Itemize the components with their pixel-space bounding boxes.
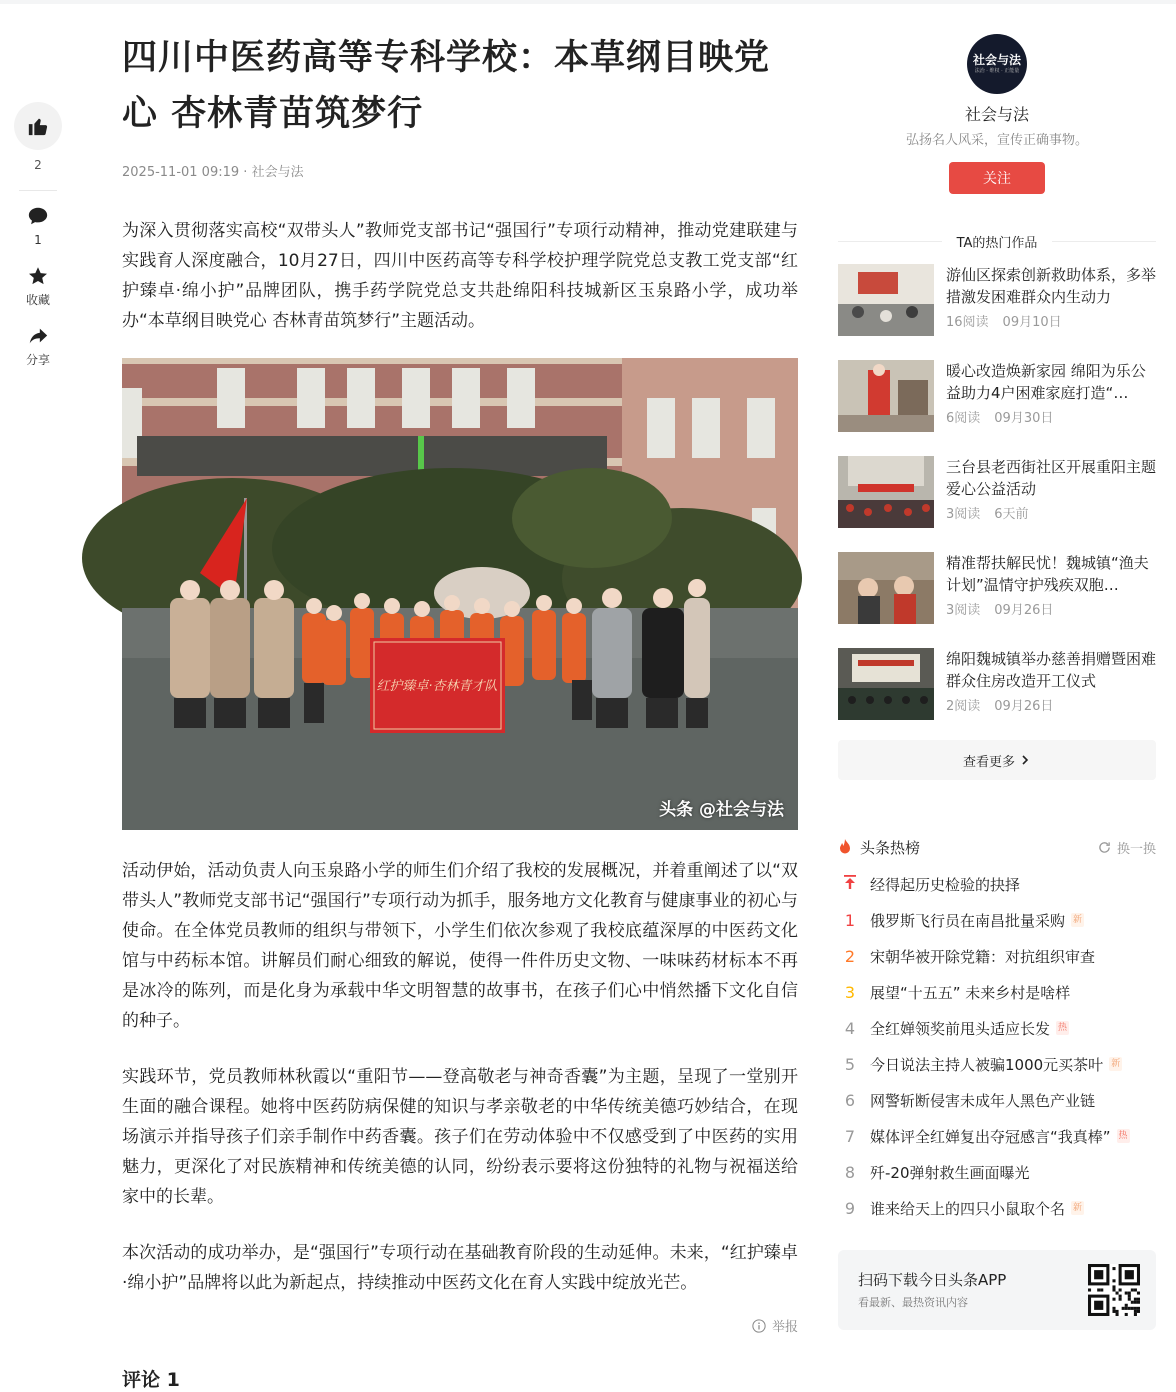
top-strip — [0, 0, 1176, 4]
work-date: 09月10日 — [1002, 315, 1062, 330]
work-reads: 6阅读 — [946, 411, 981, 426]
thumbs-up-icon — [27, 115, 49, 137]
work-reads: 2阅读 — [946, 699, 981, 714]
work-meta — [946, 506, 1156, 524]
hot-board-rank: 9 — [844, 1198, 856, 1218]
comment-button[interactable] — [27, 205, 49, 247]
article-paragraph: 活动伊始，活动负责人向玉泉路小学的师生们介绍了我校的发展概况，并着重阐述了以“双带头人”教师党支部书记“强国行”专项行动为抓手，服务地方文化教育与健康事业的初心与使命。在全体党员教师的组织与带领下，小学生们依次参观了我校底蕴深厚的中医药文化馆与中药标本馆。讲解员们耐心细致的解说，使得一件件历史文物、一味味药材标本不再是冰冷的陈列，而是化身为承载中华文明智慧的故事书，在孩子们心中悄然播下文化自信的种子。 — [122, 861, 798, 1031]
work-meta — [946, 698, 1156, 716]
photo-watermark: 头条 @社会与法 — [659, 800, 784, 820]
avatar-subtext: 法治 · 维权 · 正能量 — [974, 68, 1020, 74]
hot-board-item[interactable] — [838, 1118, 1156, 1154]
hot-board-item-text: 展望“十五五” 未来乡村是啥样 — [870, 983, 1071, 1002]
article-source[interactable]: 社会与法 — [251, 165, 304, 180]
work-title: 游仙区探索创新救助体系，多举措激发困难群众内生动力 — [946, 266, 1157, 306]
new-badge: 新 — [1073, 915, 1083, 925]
avatar-text: 社会与法 — [972, 53, 1021, 67]
follow-button[interactable]: 关注 — [949, 162, 1045, 194]
article-title: 四川中医药高等专科学校：本草纲目映党心 杏林青苗筑梦行 — [122, 38, 771, 134]
hot-works-heading — [838, 232, 1156, 250]
work-reads: 3阅读 — [946, 603, 981, 618]
work-date: 09月26日 — [994, 603, 1054, 618]
work-date: 6天前 — [994, 507, 1029, 522]
share-button[interactable] — [26, 325, 50, 367]
qr-code-icon — [1088, 1264, 1140, 1316]
info-icon — [752, 1319, 766, 1333]
work-thumbnail — [838, 456, 934, 528]
hot-board-rank: 8 — [844, 1162, 856, 1182]
pin-top-icon — [838, 874, 862, 894]
chevron-right-icon — [1019, 754, 1031, 766]
flame-icon — [838, 839, 852, 855]
article-paragraph: 实践环节，党员教师林秋霞以“重阳节——登高敬老与神奇香囊”为主题，呈现了一堂别开生面的融合课程。她将中医药防病保健的知识与孝亲敬老的中华传统美德巧妙结合，在现场演示并指导孩子们亲手制作中药香囊。孩子们在劳动体验中不仅感受到了中医药的实用魅力，更深化了对民族精神和传统美德的认同，纷纷表示要将这份独特的礼物与祝福送给家中的长辈。 — [122, 1067, 798, 1207]
work-reads: 16阅读 — [946, 315, 989, 330]
author-name[interactable]: 社会与法 — [964, 105, 1029, 124]
author-card — [838, 34, 1156, 194]
hot-board-item-text: 媒体评全红婵复出夺冠感言“我真棒” — [870, 1127, 1111, 1146]
hot-board-rank: 5 — [844, 1054, 856, 1074]
avatar[interactable] — [967, 34, 1027, 94]
hot-board-item[interactable] — [838, 866, 1156, 902]
hot-board-item-text: 歼-20弹射救生画面曝光 — [870, 1163, 1030, 1182]
hot-board-item[interactable] — [838, 1082, 1156, 1118]
hot-work-item[interactable] — [838, 648, 1156, 720]
hot-board-item[interactable] — [838, 1190, 1156, 1226]
refresh-button[interactable] — [1098, 838, 1156, 857]
author-description: 弘扬名人风采，宣传正确事物。 — [905, 133, 1088, 148]
new-badge: 新 — [1073, 1203, 1083, 1213]
like-button[interactable] — [14, 102, 62, 150]
hot-work-item[interactable] — [838, 360, 1156, 432]
hot-board-list — [838, 866, 1156, 1226]
work-thumbnail — [838, 360, 934, 432]
share-label: 分享 — [25, 353, 50, 367]
hot-board-item-text: 谁来给天上的四只小鼠取个名 — [870, 1199, 1066, 1218]
work-title: 三台县老西街社区开展重阳主题爱心公益活动 — [946, 458, 1157, 498]
comment-icon — [27, 205, 49, 227]
hot-board-item[interactable] — [838, 1046, 1156, 1082]
comments-title: 评论 1 — [122, 1369, 180, 1391]
hot-board-item-text: 经得起历史检验的抉择 — [870, 875, 1021, 894]
work-title: 精准帮扶解民忧！魏城镇“渔夫计划”温情守护残疾双胞… — [946, 554, 1149, 594]
refresh-icon — [1098, 841, 1111, 854]
like-count: 2 — [34, 158, 42, 172]
hot-work-item[interactable] — [838, 264, 1156, 336]
star-icon — [27, 265, 49, 287]
work-reads: 3阅读 — [946, 507, 981, 522]
hot-board-item[interactable] — [838, 1154, 1156, 1190]
hot-works-title: TA的热门作品 — [956, 236, 1038, 251]
hot-board-item-text: 今日说法主持人被骗1000元买茶叶 — [870, 1055, 1104, 1074]
collect-button[interactable] — [26, 265, 50, 307]
hot-board — [838, 836, 1156, 1226]
action-rail — [14, 102, 62, 385]
hot-work-item[interactable] — [838, 456, 1156, 528]
article-meta — [122, 164, 798, 182]
app-promo-title: 扫码下载今日头条APP — [858, 1271, 1007, 1289]
hot-board-item[interactable] — [838, 974, 1156, 1010]
new-badge: 新 — [1111, 1059, 1121, 1069]
article-photo[interactable] — [122, 358, 798, 830]
hot-board-item[interactable] — [838, 938, 1156, 974]
hot-board-item-text: 俄罗斯飞行员在南昌批量采购 — [870, 911, 1066, 930]
article-datetime: 2025-11-01 09:19 — [122, 165, 240, 180]
meta-separator: · — [243, 165, 252, 180]
work-meta — [946, 602, 1156, 620]
article-paragraph: 为深入贯彻落实高校“双带头人”教师党支部书记“强国行”专项行动精神，推动党建联建与实践育人深度融合，10月27日，四川中医药高等专科学校护理学院党总支教工党支部“红护臻卓·绵小护”品牌团队，携手药学院党总支共赴绵阳科技城新区玉泉路小学，成功举办“本草纲目映党心 杏林青苗筑梦行”主题活动。 — [122, 221, 798, 331]
hot-board-item[interactable] — [838, 902, 1156, 938]
work-thumbnail — [838, 264, 934, 336]
sidebar — [838, 34, 1156, 1330]
article-paragraph: 本次活动的成功举办，是“强国行”专项行动在基础教育阶段的生动延伸。未来，“红护臻卓·绵小护”品牌将以此为新起点，持续推动中医药文化在育人实践中绽放光芒。 — [122, 1243, 798, 1293]
refresh-label: 换一换 — [1116, 841, 1156, 857]
work-date: 09月30日 — [994, 411, 1054, 426]
hot-board-rank: 7 — [844, 1126, 856, 1146]
view-more-button[interactable] — [838, 740, 1156, 780]
hot-works-list — [838, 264, 1156, 720]
work-title: 暖心改造焕新家园 绵阳为乐公益助力4户困难家庭打造“… — [946, 362, 1146, 402]
hot-badge: 热 — [1058, 1023, 1068, 1033]
work-date: 09月26日 — [994, 699, 1054, 714]
article — [122, 30, 798, 1392]
work-title: 绵阳魏城镇举办慈善捐赠暨困难群众住房改造开工仪式 — [946, 650, 1157, 690]
hot-board-item-text: 全红婵领奖前甩头适应长发 — [870, 1019, 1051, 1038]
hot-badge: 热 — [1118, 1131, 1128, 1141]
hot-board-title — [838, 837, 920, 858]
hot-board-title-text: 头条热榜 — [860, 838, 921, 857]
hot-board-item[interactable] — [838, 1010, 1156, 1046]
share-icon — [27, 325, 49, 347]
comment-count: 1 — [34, 233, 42, 247]
hot-work-item[interactable] — [838, 552, 1156, 624]
rail-divider — [19, 190, 57, 191]
work-meta — [946, 314, 1156, 332]
work-thumbnail — [838, 552, 934, 624]
collect-label: 收藏 — [25, 293, 50, 307]
hot-board-item-text: 网警斩断侵害未成年人黑色产业链 — [870, 1091, 1096, 1110]
hot-board-rank: 1 — [844, 910, 856, 930]
view-more-label: 查看更多 — [962, 754, 1015, 770]
report-button[interactable] — [122, 1316, 798, 1335]
hot-board-rank: 2 — [844, 946, 856, 966]
banner-text: 红护臻卓·杏林青才队 — [376, 679, 498, 694]
hot-board-rank: 6 — [844, 1090, 856, 1110]
group-photo-image — [122, 358, 798, 830]
work-thumbnail — [838, 648, 934, 720]
work-meta — [946, 410, 1156, 428]
hot-board-rank: 4 — [844, 1018, 856, 1038]
hot-board-rank: 3 — [844, 982, 856, 1002]
app-promo-subtitle: 看最新、最热资讯内容 — [858, 1296, 968, 1309]
app-download-card[interactable] — [838, 1250, 1156, 1330]
report-label: 举报 — [771, 1320, 798, 1335]
hot-board-item-text: 宋朝华被开除党籍：对抗组织审查 — [870, 947, 1096, 966]
